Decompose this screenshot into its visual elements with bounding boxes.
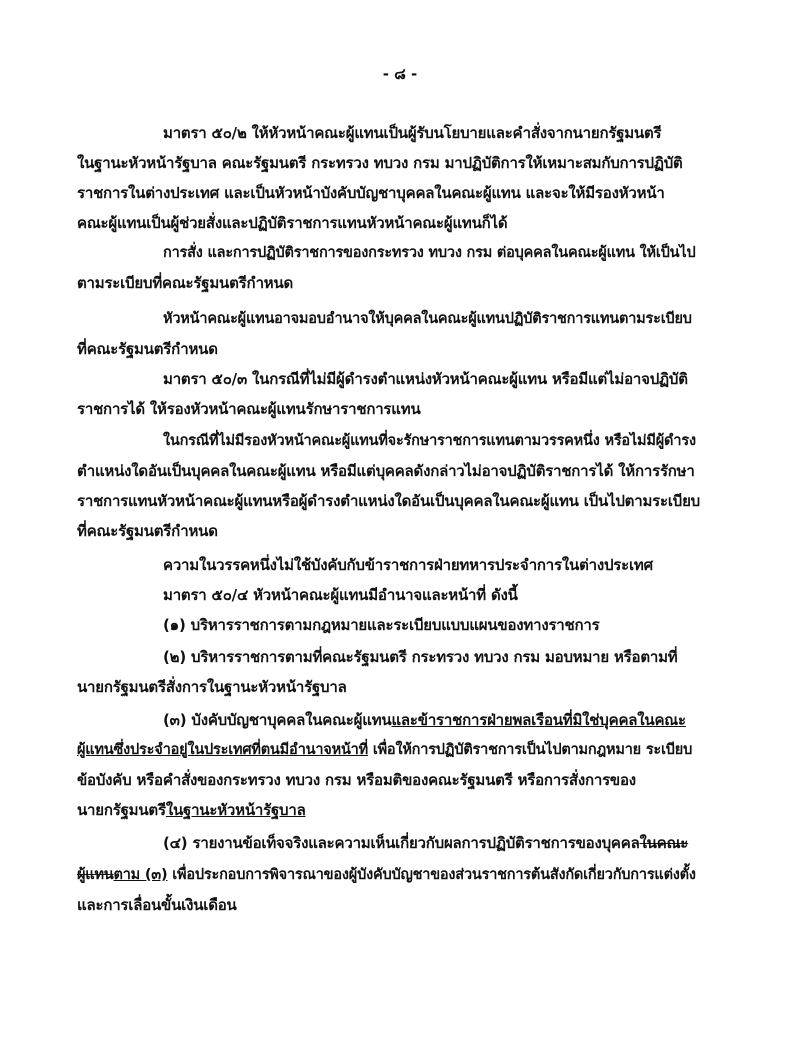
section-50-3-line-1: มาตรา ๕๐/๓ ในกรณีที่ไม่มีผู้ดำรงตำแหน่งหัวหน้าคณะผู้แทน หรือมีแต่ไม่อาจปฏิบัติ (163, 370, 688, 388)
item-1: (๑) บริหารราชการตามกฎหมายและระเบียบแบบแผนของทางราชการ (163, 616, 600, 634)
item-3-line-3: ข้อบังคับ หรือคำสั่งของกระทรวง ทบวง กรม หรือมติของคณะรัฐมนตรี หรือการสั่งการของ (77, 771, 636, 789)
section-50-2-line-2: ในฐานะหัวหน้ารัฐบาล คณะรัฐมนตรี กระทรวง ทบวง กรม มาปฏิบัติการให้เหมาะสมกับการปฏิบัติ (77, 154, 683, 172)
section-50-2-line-4: คณะผู้แทนเป็นผู้ช่วยสั่งและปฏิบัติราชการแทนหัวหน้าคณะผู้แทนก็ได้ (77, 214, 508, 232)
item-3-line-4 (77, 800, 306, 820)
item-3-line-2-text: เพื่อให้การปฏิบัติราชการเป็นไปตามกฎหมาย ระเบียบ (367, 742, 693, 758)
item-4-line-2-text: เพื่อประกอบการพิจารณาของผู้บังคับบัญชาของส่วนราชการต้นสังกัดเกี่ยวกับการแต่งตั้ง (167, 867, 696, 883)
item-3-line-1 (163, 710, 686, 730)
item-2-line-1: (๒) บริหารราชการตามที่คณะรัฐมนตรี กระทรวง ทบวง กรม มอบหมาย หรือตามที่ (163, 648, 678, 666)
item-3-line-2 (77, 740, 692, 760)
section-50-4-heading: มาตรา ๕๐/๔ หัวหน้าคณะผู้แทนมีอำนาจและหน้าที่ ดังนี้ (163, 586, 518, 604)
item-3-line-2-underlined: ผู้แทนซึ่งประจำอยู่ในประเทศที่ตนมีอำนาจหน้าที่ (77, 742, 368, 758)
paragraph-substitute-line-3: ราชการแทนหัวหน้าคณะผู้แทนหรือผู้ดำรงตำแหน่งใดอันเป็นบุคคลในคณะผู้แทน เป็นไปตามระเบียบ (77, 492, 701, 510)
paragraph-delegation-line-2: ที่คณะรัฐมนตรีกำหนด (77, 340, 218, 358)
item-3-line-4-underlined: ในฐานะหัวหน้ารัฐบาล (165, 801, 306, 819)
item-4-line-2-struck: ผู้แทน (77, 867, 114, 883)
item-3-line-1-text: (๓) บังคับบัญชาบุคคลในคณะผู้แทน (163, 711, 392, 729)
item-4-line-2 (77, 865, 696, 885)
item-4-line-3: และการเลื่อนขั้นเงินเดือน (77, 896, 237, 914)
item-4-line-2-underlined: ตาม (๓) (113, 867, 168, 883)
item-3-line-1-underlined: และข้าราชการฝ่ายพลเรือนที่มิใช่บุคคลในคณะ (391, 711, 686, 729)
page-number: - ๘ - (382, 65, 418, 83)
paragraph-order-line-1: การสั่ง และการปฏิบัติราชการของกระทรวง ทบวง กรม ต่อบุคคลในคณะผู้แทน ให้เป็นไป (163, 245, 696, 261)
item-4-line-1 (163, 833, 688, 853)
section-50-3-line-2: ราชการได้ ให้รองหัวหน้าคณะผู้แทนรักษาราชการแทน (77, 400, 421, 418)
section-50-2-line-3: ราชการในต่างประเทศ และเป็นหัวหน้าบังคับบัญชาบุคคลในคณะผู้แทน และจะให้มีรองหัวหน้า (77, 184, 665, 202)
section-50-2-line-1: มาตรา ๕๐/๒ ให้หัวหน้าคณะผู้แทนเป็นผู้รับนโยบายและคำสั่งจากนายกรัฐมนตรี (163, 124, 662, 142)
paragraph-substitute-line-2: ตำแหน่งใดอันเป็นบุคคลในคณะผู้แทน หรือมีแต่บุคคลดังกล่าวไม่อาจปฏิบัติราชการได้ ให้การรักษา (77, 462, 695, 480)
item-3-line-4-text: นายกรัฐมนตรี (77, 801, 166, 819)
paragraph-order-line-2: ตามระเบียบที่คณะรัฐมนตรีกำหนด (77, 274, 294, 292)
paragraph-substitute-line-1: ในกรณีที่ไม่มีรองหัวหน้าคณะผู้แทนที่จะรักษาราชการแทนตามวรรคหนึ่ง หรือไม่มีผู้ดำรง (163, 433, 696, 449)
item-4-line-1-text: (๔) รายงานข้อเท็จจริงและความเห็นเกี่ยวกับผลการปฏิบัติราชการของบุคคล (163, 834, 640, 852)
paragraph-delegation-line-1: หัวหน้าคณะผู้แทนอาจมอบอำนาจให้บุคคลในคณะผู้แทนปฏิบัติราชการแทนตามระเบียบ (163, 311, 692, 327)
paragraph-substitute-line-4: ที่คณะรัฐมนตรีกำหนด (77, 522, 218, 540)
item-4-line-1-struck: ในคณะ (639, 834, 689, 852)
paragraph-military-exception: ความในวรรคหนึ่งไม่ใช้บังคับกับข้าราชการฝ่ายทหารประจำการในต่างประเทศ (163, 556, 653, 574)
item-2-line-2: นายกรัฐมนตรีสั่งการในฐานะหัวหน้ารัฐบาล (77, 678, 347, 696)
